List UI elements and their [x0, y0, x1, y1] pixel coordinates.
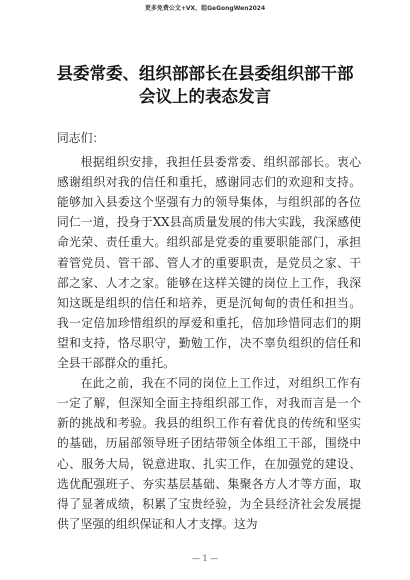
top-banner: 更多免费公文+VX，组GeGongWen2024: [144, 5, 266, 12]
salutation: 同志们：: [57, 131, 105, 145]
document-body: [57, 128, 361, 534]
page-number: — 1 —: [191, 554, 219, 563]
title-line-1: 县委常委、组织部部长在县委组织部干部: [56, 64, 354, 83]
document-title: [40, 62, 370, 108]
paragraph-1: 根据组织安排，我担任县委常委、组织部部长。衷心感谢组织对我的信任和重托，感谢同志们的欢迎和支持。能够加入县委这个坚强有力的领导集体，与组织部的各位同仁一道，投身于XX县高质量发展的伟大实践，我深感使命光荣、责任重大。组织部是党委的重要职能部门，承担着管党员、管干部、管人才的重要职责，是党员之家、干部之家、人才之家。能够在这样关键的岗位上工作，我深知这既是组织的信任和培养，更是沉甸甸的责任和担当。我一定倍加珍惜组织的厚爱和重托，倍加珍惜同志们的期望和支持，恪尽职守，勤勉工作，决不辜负组织的信任和全县干部群众的重托。: [57, 155, 361, 371]
title-line-2: 会议上的表态发言: [139, 87, 271, 106]
paragraph-2: 在此之前，我在不同的岗位上工作过，对组织工作有一定了解，但深知全面主持组织部工作，对我而言是一个新的挑战和考验。我县的组织工作有着优良的传统和坚实的基础，历届部领导班子团结带领全体组工干部，围绕中心、服务大局，锐意进取、扎实工作，在加强党的建设、选优配强班子、夯实基层基础、集聚各方人才等方面，取得了显著成绩，积累了宝贵经验，为全县经济社会发展提供了坚强的组织保证和人才支撑。这为: [57, 376, 361, 531]
